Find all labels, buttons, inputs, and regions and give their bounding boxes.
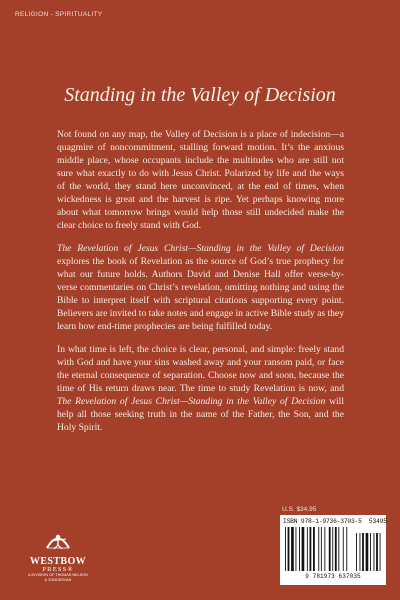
publisher-name: WESTBOW	[29, 556, 87, 567]
blurb	[57, 128, 344, 444]
blurb-paragraph-3	[57, 343, 344, 434]
paragraph-text: In what time is left, the choice is clear, personal, and simple: freely stand with God and have your sins washed away and your ransom paid, or face the eternal consequence of separation. Choose now and soon, because the time of His return draws near. The time to study Revelation is now, and	[57, 344, 344, 394]
price-label: U.S. $34.95	[282, 506, 317, 513]
barcode-icon	[284, 527, 382, 572]
publisher-logo	[28, 528, 88, 583]
blurb-paragraph-2	[57, 242, 344, 333]
category-label: RELIGION - SPIRITUALITY	[15, 11, 103, 18]
isbn-number: ISBN 978-1-9736-3703-5	[283, 518, 362, 525]
book-title-heading: Standing in the Valley of Decision	[64, 84, 336, 106]
book-title-italic: The Revelation of Jesus Christ—Standing in the Valley of Decision	[57, 243, 344, 254]
publisher-division: & ZONDERVAN	[44, 578, 72, 582]
archer-icon	[41, 528, 75, 550]
publisher-division: A DIVISION OF THOMAS NELSON	[28, 573, 88, 577]
isbn-line	[283, 518, 387, 525]
paragraph-text: will help all those seeking truth in the name of the Father, the Son, and the Holy Spirit.	[57, 396, 344, 433]
paragraph-text: explores the book of Revelation as the source of God’s true prophecy for what our future holds. Authors David and Denise Hall offer verse-by-verse commentaries on Christ’s revelation, omitting nothing and using the Bible to interpret itself with scriptural citations supporting every point. Believers are invited to take notes and engage in active Bible study as they learn how end-time prophecies are being fulfilled today.	[57, 256, 344, 332]
isbn-addon: 53495	[368, 518, 387, 525]
barcode-block	[280, 515, 386, 585]
barcode-digits: 9 781973 637035	[305, 573, 361, 580]
publisher-press: PRESS®	[42, 566, 74, 573]
blurb-paragraph-1: Not found on any map, the Valley of Decision is a place of indecision—a quagmire of noncommitment, stalling forward motion. It’s the anxious middle place, whose occupants include the multitudes who are still not sure what exactly to do with Jesus Christ. Polarized by life and the ways of the world, they stand here unconvinced, at the end of times, when wickedness is great and the harvest is ripe. Yet perhaps knowing more about what tomorrow brings would help those still undecided make the clear choice to freely stand with God.	[57, 129, 344, 231]
book-title-italic: The Revelation of Jesus Christ—Standing in the Valley of Decision	[57, 396, 326, 407]
